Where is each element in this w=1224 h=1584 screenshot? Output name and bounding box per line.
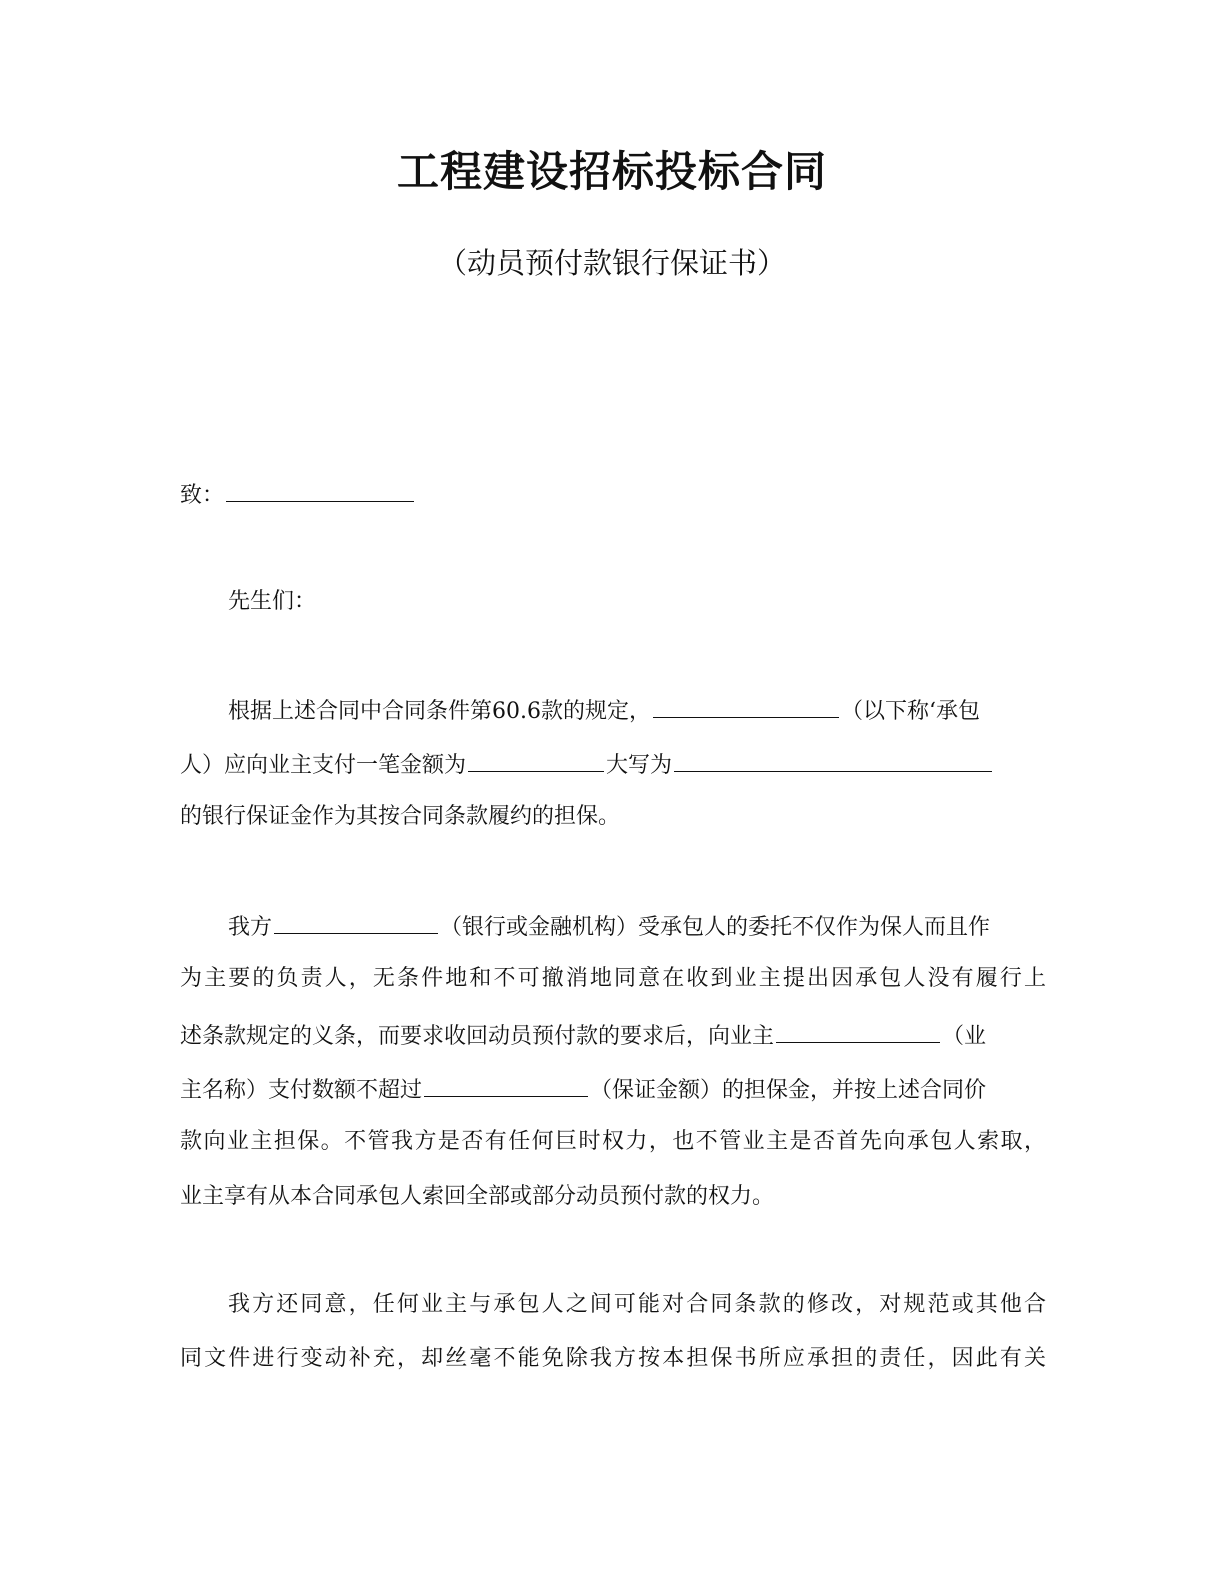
paragraph-text: 大写为 <box>606 753 673 778</box>
salutation: 先生们： <box>228 589 317 614</box>
document-title: 工程建设招标投标合同 <box>396 147 827 196</box>
paragraph-text: 述条款规定的义条，而要求收回动员预付款的要求后，向业主 <box>180 1024 775 1049</box>
contractor-name-blank <box>653 693 839 718</box>
employer-name-blank <box>776 1018 940 1043</box>
paragraph-3-line-2: 同文件进行变动补充，却丝毫不能免除我方按本担保书所应承担的责任，因此有关 <box>180 1346 1046 1371</box>
paragraph-1-line-1 <box>228 693 980 728</box>
paragraph-text: 主名称）支付数额不超过 <box>180 1078 423 1103</box>
bank-name-blank <box>274 909 438 934</box>
paragraph-text: （以下称‘承包 <box>841 699 980 724</box>
paragraph-2-line-2: 为主要的负责人，无条件地和不可撤消地同意在收到业主提出因承包人没有履行上 <box>180 966 1046 991</box>
paragraph-2-line-4 <box>180 1072 986 1107</box>
paragraph-1-line-2 <box>180 747 994 782</box>
paragraph-2-line-6: 业主享有从本合同承包人索回全部或部分动员预付款的权力。 <box>180 1184 775 1209</box>
recipient-blank <box>226 477 414 502</box>
paragraph-text: 人）应向业主支付一笔金额为 <box>180 753 467 778</box>
to-line <box>180 477 416 512</box>
document-subtitle: （动员预付款银行保证书） <box>437 246 786 280</box>
paragraph-text: （业 <box>942 1024 987 1049</box>
paragraph-text: 我方 <box>228 915 273 940</box>
paragraph-text: （保证金额）的担保金，并按上述合同价 <box>590 1078 987 1103</box>
guarantee-amount-blank <box>424 1072 588 1097</box>
paragraph-2-line-5: 款向业主担保。不管我方是否有任何巨时权力，也不管业主是否首先向承包人索取， <box>180 1129 1046 1154</box>
amount-blank <box>468 747 604 772</box>
paragraph-text: （银行或金融机构）受承包人的委托不仅作为保人而且作 <box>440 915 991 940</box>
paragraph-text: 根据上述合同中合同条件第60.6款的规定， <box>228 699 651 724</box>
paragraph-1-line-3: 的银行保证金作为其按合同条款履约的担保。 <box>180 804 621 829</box>
paragraph-2-line-3 <box>180 1018 986 1053</box>
paragraph-2-line-1 <box>228 909 990 944</box>
amount-in-words-blank <box>674 747 992 772</box>
to-label: 致： <box>180 483 225 508</box>
paragraph-3-line-1: 我方还同意，任何业主与承包人之间可能对合同条款的修改，对规范或其他合 <box>228 1292 1046 1317</box>
